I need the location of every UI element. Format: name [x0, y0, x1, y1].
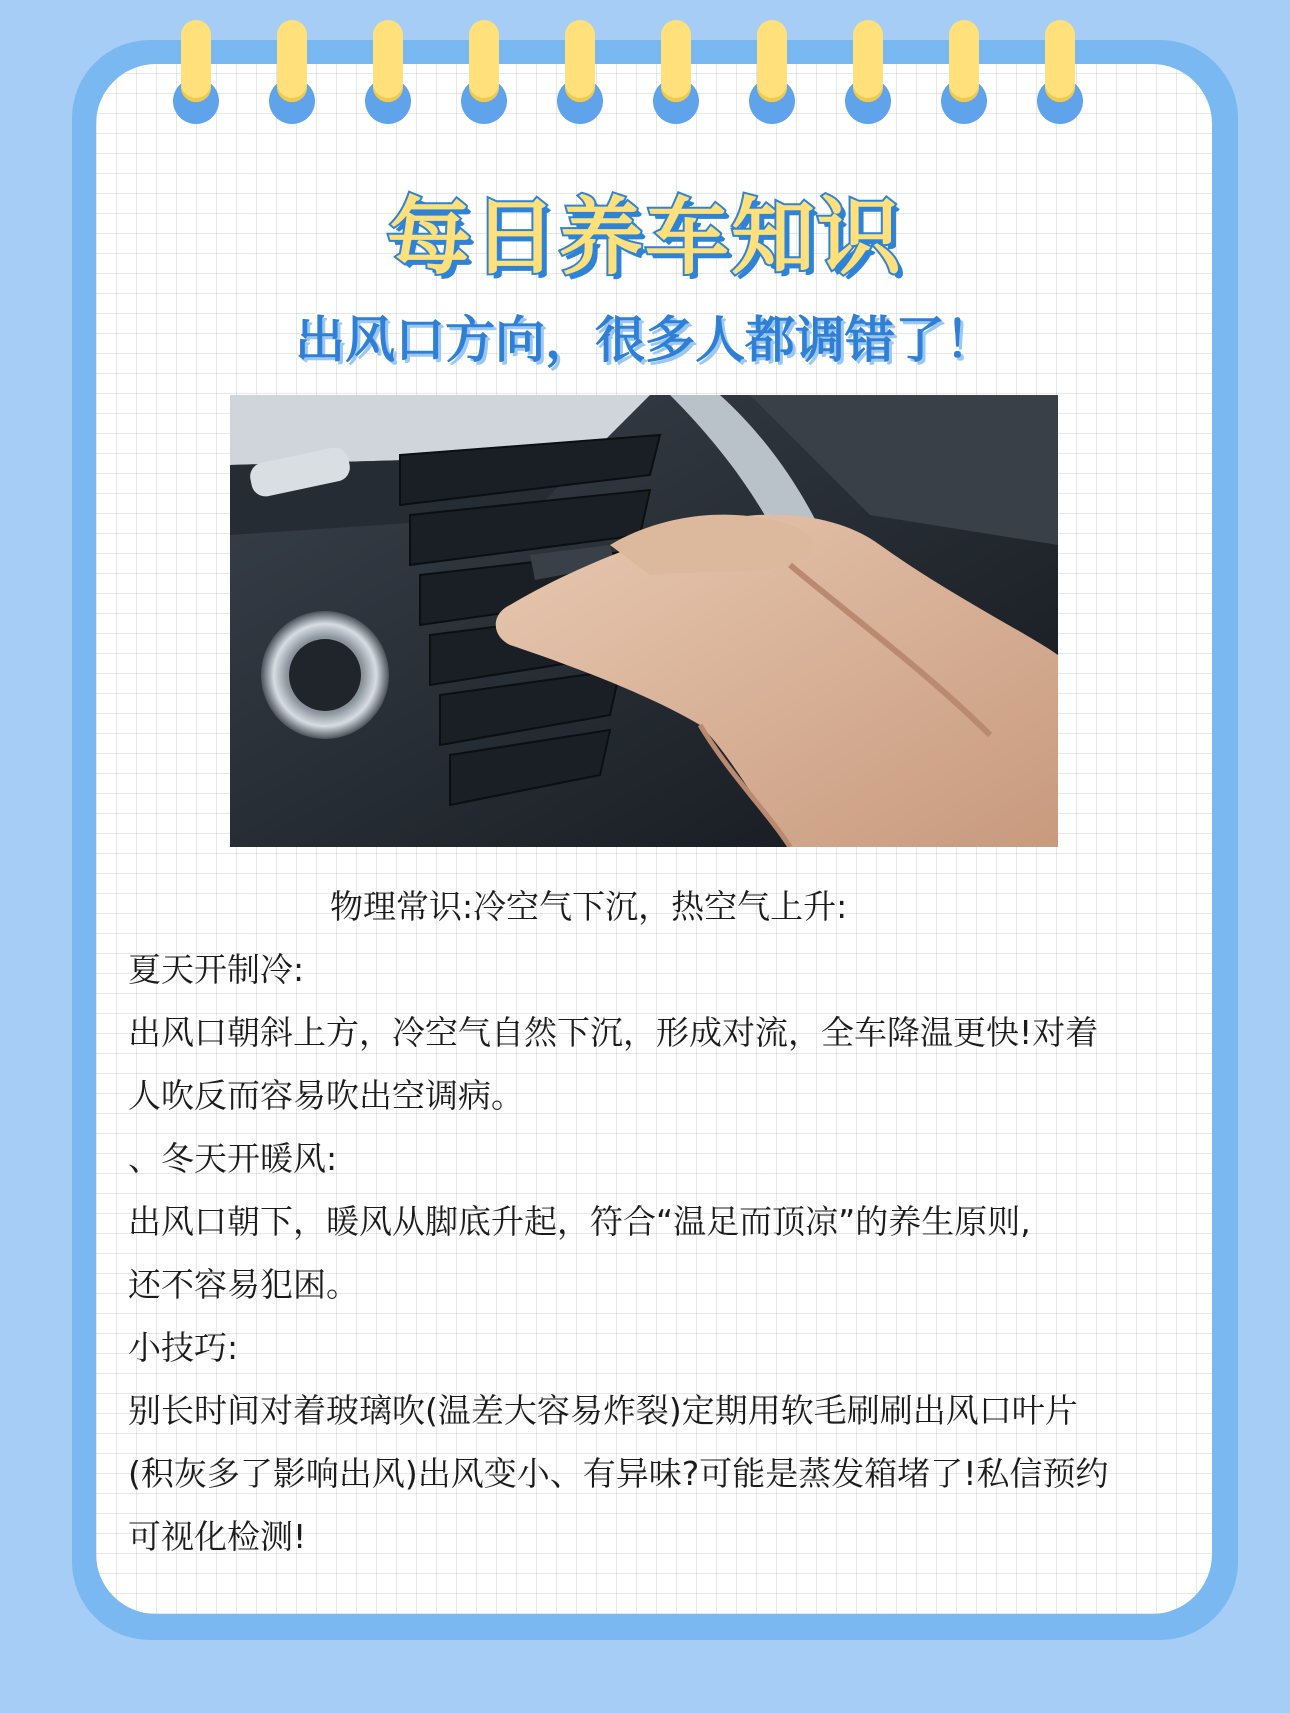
winter-heading: 、冬天开暖风:: [128, 1139, 338, 1178]
summer-text-line: 人吹反而容易吹出空调病。: [128, 1076, 524, 1115]
binding-ring: [757, 20, 787, 110]
page-title: 每日养车知识: [386, 188, 903, 286]
tips-text-line: 可视化检测!: [128, 1517, 307, 1556]
binding-ring: [565, 20, 595, 110]
car-air-vent-photo: [230, 395, 1058, 847]
binding-ring: [949, 20, 979, 110]
binding-ring: [853, 20, 883, 110]
page-subtitle: 出风口方向，很多人都调错了！: [295, 311, 995, 369]
binding-ring: [661, 20, 691, 110]
tips-text-line: 别长时间对着玻璃吹(温差大容易炸裂)定期用软毛刷刷出风口叶片: [128, 1391, 1078, 1430]
spiral-binding: [0, 0, 1290, 130]
tips-heading: 小技巧:: [128, 1328, 239, 1367]
binding-ring: [181, 20, 211, 110]
binding-ring: [1045, 20, 1075, 110]
summer-heading: 夏天开制冷:: [128, 950, 305, 989]
tips-text-line: (积灰多了影响出风)出风变小、有异味?可能是蒸发箱堵了!私信预约: [128, 1454, 1109, 1493]
winter-text-line: 出风口朝下，暖风从脚底升起，符合“温足而顶凉”的养生原则,: [128, 1202, 1031, 1241]
binding-ring: [277, 20, 307, 110]
article-body: [128, 875, 1178, 1568]
binding-ring: [373, 20, 403, 110]
winter-text-line: 还不容易犯困。: [128, 1265, 359, 1304]
summer-text-line: 出风口朝斜上方，冷空气自然下沉，形成对流，全车降温更快!对着: [128, 1013, 1099, 1052]
intro-text: 物理常识:冷空气下沉，热空气上升:: [330, 887, 848, 926]
binding-ring: [469, 20, 499, 110]
